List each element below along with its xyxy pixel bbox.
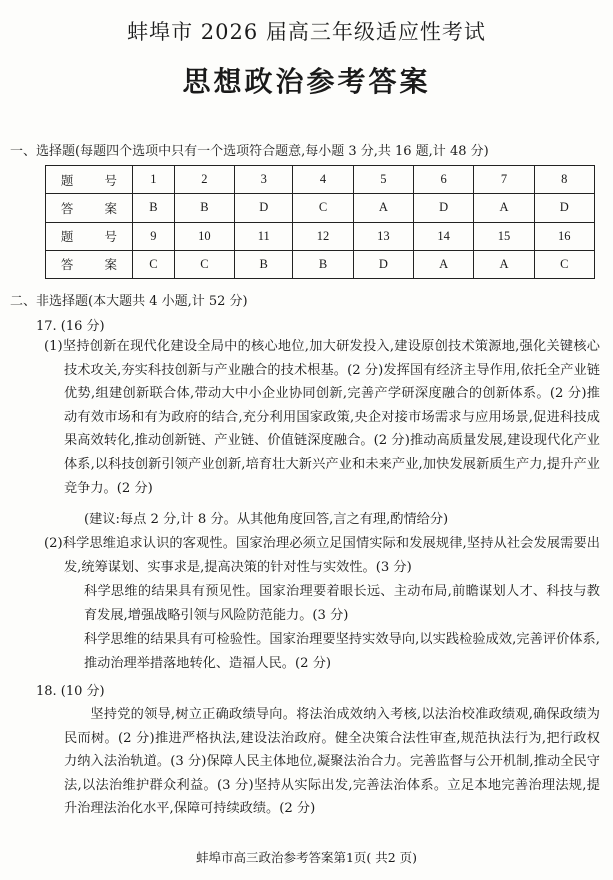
table-cell: 2 <box>174 166 234 194</box>
q17-part1-scoring-note: (建议:每点 2 分,计 8 分。从其他角度回答,言之有理,酌情给分) <box>84 512 449 527</box>
table-cell: A <box>474 250 534 278</box>
table-cell: B <box>174 194 234 222</box>
q17-part2-point3: 科学思维的结果具有可检验性。国家治理要坚持实效导向,以实践检验成效,完善评价体系,推动治理举措落地转化、造福人民。(2 分) <box>84 632 600 671</box>
table-cell: 9 <box>133 222 175 250</box>
q17-part2-point2: 科学思维的结果具有预见性。国家治理要着眼长远、主动布局,前瞻谋划人才、科技与教育发展,增强战略引领与风险防范能力。(3 分) <box>84 584 600 623</box>
question-18-label: 18. (10 分) <box>36 684 105 699</box>
table-cell: 1 <box>133 166 175 194</box>
table-cell: 3 <box>235 166 293 194</box>
table-cell: 11 <box>235 222 293 250</box>
q17-part1-answer: (1)坚持创新在现代化建设全局中的核心地位,加大研发投入,建设原创技术策源地,强化关键核心技术攻关,夯实科技创新与产业融合的技术根基。(2 分)发挥国有经济主导作用,依托全产业链优势,组建创新联合体,带动大中小企业协同创新,完善产学研深度融合的创新体系。(2 分)推动有效市场和有为政府的结合,充分利用国家政策,央企对接市场需求与应用场景,促进科技成果高效转化,推动创新链、产业链、价值链深度融合。(2 分)推动高质量发展,建设现代化产业体系,以科技创新引领产业创新,培育壮大新兴产业和未来产业,加快发展新质生产力,提升产业竞争力。(2 分) <box>44 339 600 496</box>
row-label-number: 题 号 <box>46 222 133 250</box>
subject-title: 思想政治参考答案 <box>182 65 431 98</box>
table-cell: A <box>353 194 413 222</box>
table-cell: A <box>474 194 534 222</box>
answer-table <box>45 165 595 279</box>
table-row <box>46 194 595 222</box>
section2-heading: 二、非选择题(本大题共 4 小题,计 52 分) <box>10 294 248 309</box>
table-cell: D <box>534 194 594 222</box>
table-cell: C <box>174 250 234 278</box>
q18-answer: 坚持党的领导,树立正确政绩导向。将法治成效纳入考核,以法治校准政绩观,确保政绩为民而树。(2 分)推进严格执法,建设法治政府。健全决策合法性审查,规范执法行为,把行政权力纳入法治轨道。(3 分)保障人民主体地位,凝聚法治合力。完善监督与公开机制,推动全民守法,以法治维护群众利益。(3 分)坚持从实际出发,完善法治体系。立足本地完善治理法规,提升治理法治化水平,保障可持续政绩。(2 分) <box>64 707 600 817</box>
table-row <box>46 166 595 194</box>
table-cell: B <box>293 250 353 278</box>
table-cell: 8 <box>534 166 594 194</box>
table-cell: B <box>133 194 175 222</box>
row-label-answer: 答 案 <box>46 250 133 278</box>
table-cell: 14 <box>413 222 473 250</box>
table-cell: 6 <box>413 166 473 194</box>
table-cell: C <box>133 250 175 278</box>
table-cell: C <box>293 194 353 222</box>
exam-title: 蚌埠市 2026 届高三年级适应性考试 <box>127 20 486 44</box>
table-cell: 7 <box>474 166 534 194</box>
table-cell: 15 <box>474 222 534 250</box>
table-cell: A <box>413 250 473 278</box>
row-label-number: 题 号 <box>46 166 133 194</box>
table-cell: C <box>534 250 594 278</box>
row-label-answer: 答 案 <box>46 194 133 222</box>
table-cell: 12 <box>293 222 353 250</box>
table-cell: D <box>413 194 473 222</box>
table-cell: 5 <box>353 166 413 194</box>
table-cell: 10 <box>174 222 234 250</box>
table-cell: D <box>235 194 293 222</box>
table-cell: D <box>353 250 413 278</box>
table-cell: 16 <box>534 222 594 250</box>
table-cell: 4 <box>293 166 353 194</box>
section1-heading: 一、选择题(每题四个选项中只有一个选项符合题意,每小题 3 分,共 16 题,计 48 分) <box>10 144 489 159</box>
table-cell: B <box>235 250 293 278</box>
table-cell: 13 <box>353 222 413 250</box>
question-17-label: 17. (16 分) <box>36 319 105 334</box>
page-footer: 蚌埠市高三政治参考答案第1页( 共2 页) <box>195 850 418 865</box>
table-row <box>46 250 595 278</box>
q17-part2-answer: (2)科学思维追求认识的客观性。国家治理必须立足国情实际和发展规律,坚持从社会发展需要出发,统筹谋划、实事求是,提高决策的针对性与实效性。(3 分) <box>44 536 600 575</box>
table-row <box>46 222 595 250</box>
